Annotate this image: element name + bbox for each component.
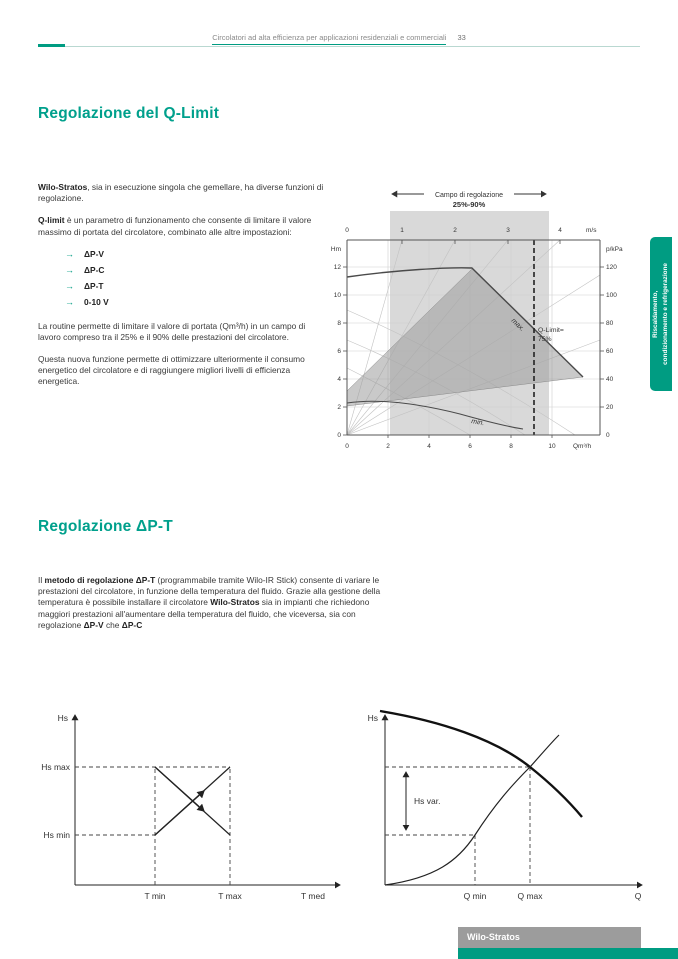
option-label: 0-10 V	[84, 296, 109, 307]
svg-text:80: 80	[606, 320, 614, 327]
hs-max-label: Hs max	[41, 762, 70, 772]
svg-text:8: 8	[337, 320, 341, 327]
svg-text:6: 6	[337, 348, 341, 355]
arrow-icon: →	[65, 280, 74, 291]
dashed-guides	[385, 767, 530, 885]
paragraph-1-text: , sia in esecuzione singola che gemellare, ha diverse funzioni di regolazione.	[38, 182, 324, 204]
svg-text:20: 20	[606, 404, 614, 411]
dashed-guides	[75, 767, 230, 885]
list-item	[65, 249, 325, 261]
dpt-text: sia in impianti che richiedono maggiori prestazioni all'aumentare della temperatura del fluido, che viceversa, sia con regolazione	[38, 597, 370, 630]
regulation-range-header	[392, 192, 546, 209]
q-min-label: Q min	[463, 891, 487, 901]
svg-text:0: 0	[606, 432, 610, 439]
option-label: ΔP-C	[84, 265, 105, 276]
side-tab-line1: Riscaldamento,	[652, 290, 660, 338]
qlimit-text-column	[38, 182, 325, 398]
regulation-options-list	[65, 249, 325, 309]
dpt-diagrams-svg	[30, 695, 650, 910]
chapter-side-tab	[650, 237, 672, 391]
y-axis-label: Hs	[367, 713, 378, 723]
bottom-axis-unit: Qm³/h	[573, 443, 592, 450]
list-item	[65, 281, 325, 293]
product-label: Wilo-Stratos	[467, 932, 520, 942]
system-curve	[385, 735, 559, 885]
qlimit-chart	[325, 185, 640, 460]
svg-text:3: 3	[506, 227, 510, 234]
diagram-hs-vs-q	[368, 711, 642, 901]
header-rule	[38, 46, 640, 47]
option-label: ΔP-T	[84, 281, 104, 292]
min-curve-label: min.	[470, 418, 485, 428]
svg-text:4: 4	[427, 443, 431, 450]
arrow-icon: →	[65, 248, 74, 259]
page-number: 33	[457, 33, 466, 42]
dpt-paragraph	[38, 575, 385, 631]
section-title-qlimit: Regolazione del Q-Limit	[38, 105, 220, 122]
product-label-box	[458, 927, 641, 948]
svg-text:2: 2	[386, 443, 390, 450]
bottom-axis-labels	[345, 443, 591, 450]
section-title-dpt: Regolazione ΔP-T	[38, 518, 173, 535]
diagram-hs-vs-t	[41, 713, 340, 901]
bold-dpv: ΔP-V	[83, 619, 104, 630]
top-axis-unit: m/s	[586, 227, 597, 234]
chapter-title: Circolatori ad alta efficienza per applicazioni residenziali e commerciali	[212, 33, 446, 45]
hs-min-label: Hs min	[43, 830, 70, 840]
bold-qlimit: Q-limit	[38, 215, 65, 226]
arrow-icon: →	[65, 296, 74, 307]
list-item	[65, 265, 325, 277]
svg-text:10: 10	[333, 292, 341, 299]
right-axis-labels	[606, 246, 623, 439]
bold-dpt-method: metodo di regolazione ΔP-T	[44, 575, 156, 585]
bold-dpc: ΔP-C	[121, 619, 143, 630]
t-max-label: T max	[218, 891, 242, 901]
svg-text:0: 0	[345, 443, 349, 450]
dpt-text: che	[103, 619, 122, 630]
t-min-label: T min	[144, 891, 166, 901]
paragraph-4: Questa nuova funzione permette di ottimizzare ulteriormente il consumo energetico del circolatore e di raggiungere migliori livelli di efficienza energetica.	[38, 353, 305, 387]
qlimit-label-line2: 75%	[538, 336, 552, 343]
list-item	[65, 297, 325, 309]
svg-text:10: 10	[548, 443, 556, 450]
max-curve-label: max.	[509, 317, 526, 333]
option-label: ΔP-V	[84, 249, 104, 260]
qlimit-label-line1: Q-Limit=	[538, 327, 564, 334]
svg-text:0: 0	[345, 227, 349, 234]
svg-text:4: 4	[337, 376, 341, 383]
svg-text:100: 100	[606, 292, 617, 299]
q-label: Q	[634, 891, 642, 901]
svg-text:60: 60	[606, 348, 614, 355]
svg-text:2: 2	[337, 404, 341, 411]
svg-text:1: 1	[400, 227, 404, 234]
svg-text:40: 40	[606, 376, 614, 383]
arrow-icon: →	[65, 264, 74, 275]
left-axis-unit: Hm	[330, 246, 341, 253]
y-axis-label: Hs	[57, 713, 68, 723]
axes	[75, 715, 340, 885]
right-axis-unit: p/kPa	[606, 246, 623, 253]
footer-green-bar	[458, 948, 678, 959]
bold-wilo-stratos: Wilo-Stratos	[210, 597, 260, 608]
header-green-dash	[38, 44, 65, 47]
range-value: 25%-90%	[452, 200, 486, 209]
paragraph-2-text: è un parametro di funzionamento che consente di limitare il valore massimo di portata del circolatore, combinato alle altre impostazioni:	[38, 215, 312, 237]
paragraph-3: La routine permette di limitare il valore di portata (Qm³/h) in un campo di lavoro compreso tra il 25% e il 90% delle prestazioni del circolatore.	[38, 320, 306, 342]
svg-text:12: 12	[333, 264, 341, 271]
svg-text:120: 120	[606, 264, 617, 271]
range-label: Campo di regolazione	[434, 192, 504, 199]
qlimit-chart-block	[325, 185, 640, 460]
dpt-text: Il	[38, 575, 45, 585]
dpt-text: (programmabile tramite Wilo-IR Stick) consente di variare le prestazioni del circolatore, in funzione della temperatura del fluido. Grazie alla gestione della temperatura è possibile installare il circolatore	[38, 575, 381, 608]
page-header	[0, 33, 678, 42]
svg-text:8: 8	[509, 443, 513, 450]
side-tab-line2: condizionamento e refrigerazione	[662, 263, 669, 365]
paragraph-2	[38, 215, 325, 237]
pump-curve	[380, 711, 582, 817]
q-max-label: Q max	[517, 891, 543, 901]
svg-text:0: 0	[337, 432, 341, 439]
hs-var-label: Hs var.	[414, 796, 441, 806]
svg-text:4: 4	[558, 227, 562, 234]
left-axis-labels	[331, 246, 341, 439]
dpt-diagrams	[30, 695, 650, 910]
t-med-label: T med	[301, 891, 325, 901]
crossing-lines	[155, 767, 230, 835]
svg-text:2: 2	[453, 227, 457, 234]
bold-wilo-stratos: Wilo-Stratos	[38, 182, 88, 192]
side-tab-text	[651, 263, 671, 365]
paragraph-1	[38, 182, 325, 204]
svg-text:6: 6	[468, 443, 472, 450]
